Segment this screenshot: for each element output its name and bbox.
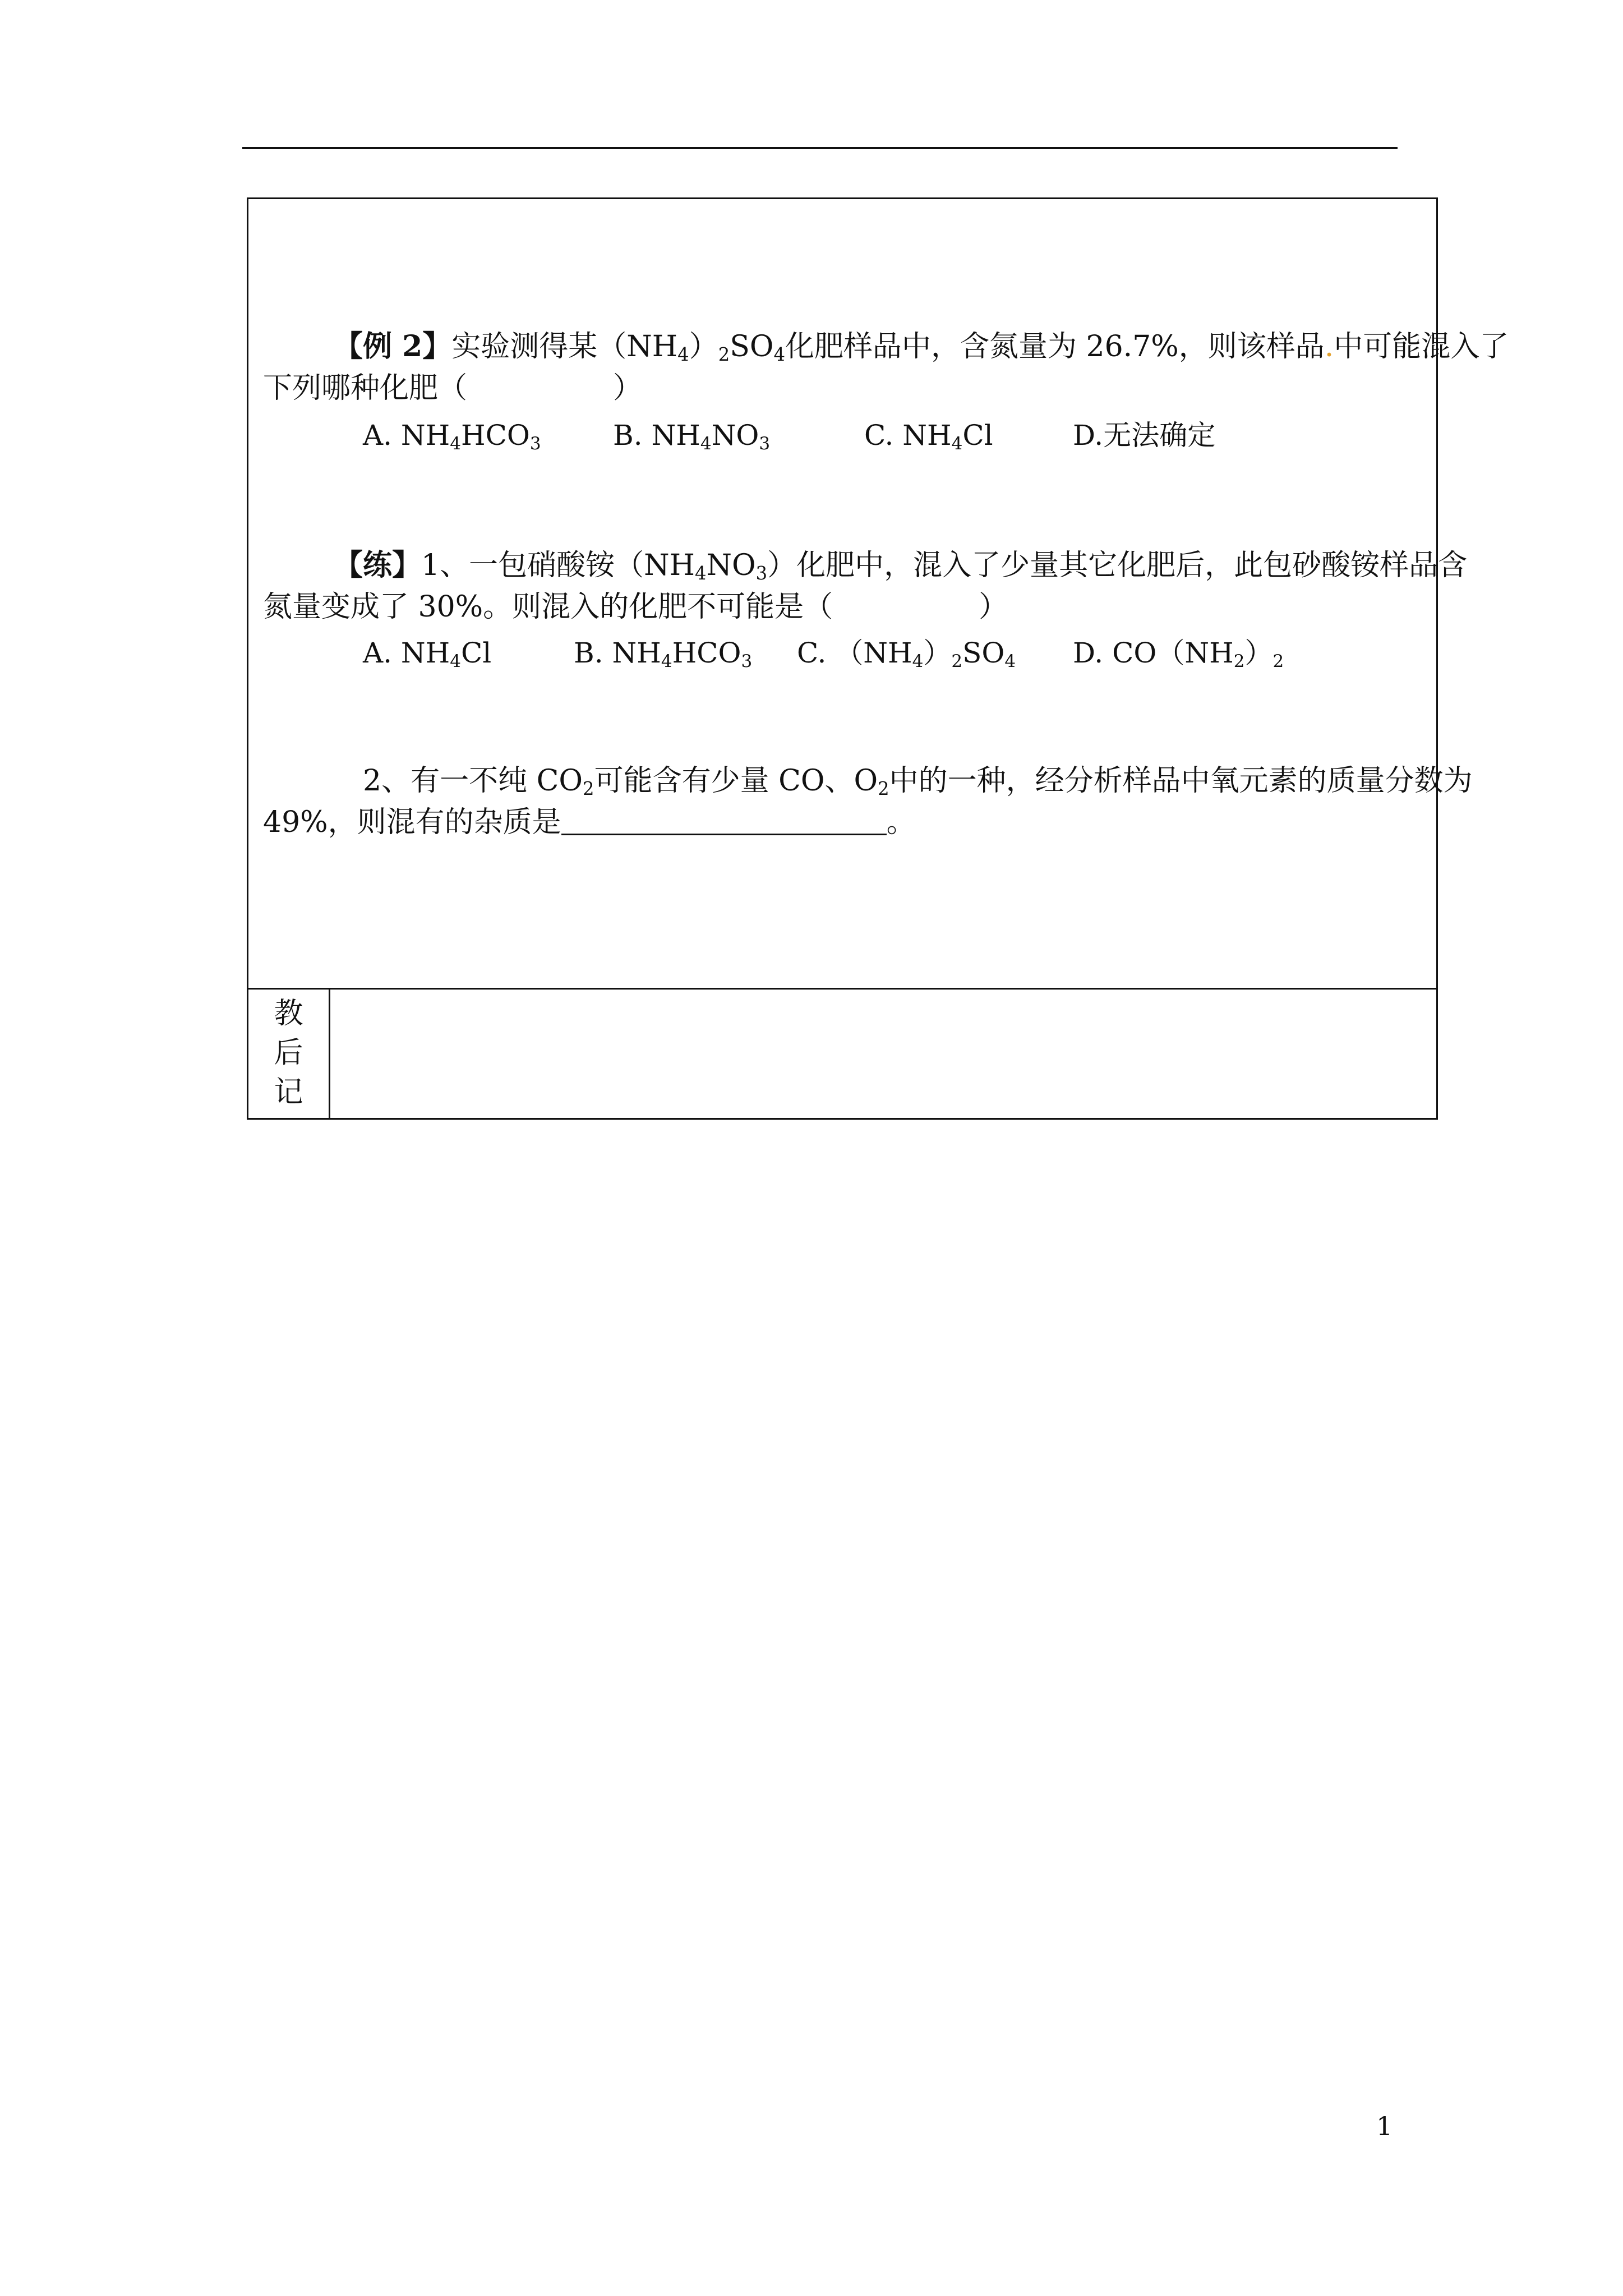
practice1-line1: 【练】1、一包硝酸铵$(NH_4NO_3)$化肥中，混入了少量其它化肥后，此包砂酸铵样品含 (334, 548, 1468, 585)
example2-line2: 下列哪种化肥（ ） (263, 371, 643, 405)
lesson-box (247, 197, 1509, 990)
example2-option-b: B. $NH_4NO_3$ (613, 419, 771, 454)
practice1-option-d: D. $CO(NH_2)_2$ (1073, 637, 1284, 671)
example2-line1: 【例 2】实验测得某$(NH_4)_2SO_4$化肥样品中，含氮量为 26.7%，则该样品.中可能混入了 (334, 329, 1509, 366)
practice2-line2: 49%，则混有的杂质是 。 (263, 806, 916, 839)
practice1-option-a: A. $NH_4Cl$ (363, 637, 492, 671)
practice1-tag: 【练】 (334, 548, 422, 582)
example2-option-a: A. $NH_4HCO_3$ (363, 419, 541, 454)
answer-blank[interactable] (561, 806, 887, 835)
practice1-option-b: B. $NH_4HCO_3$ (574, 637, 753, 671)
example2-tag: 【例 2】 (334, 329, 452, 364)
post-lesson-notes (247, 988, 1438, 1120)
notes-label: 教 后 记 (248, 990, 330, 1118)
example2-option-d: D.无法确定 (1073, 419, 1216, 452)
practice1-line2: 氮量变成了 30%。则混入的化肥不可能是（ ） (263, 590, 1008, 624)
page-number: 1 (1376, 2111, 1393, 2141)
notes-content-area[interactable] (330, 990, 1436, 1118)
practice2-line1: 2、有一不纯 $CO_2$可能含有少量 CO、$O_2$中的一种，经分析样品中氧元素的质量分数为 (363, 764, 1473, 800)
practice1-option-c: C. $(NH_4)_2SO_4$ (797, 637, 1016, 671)
example2-option-c: C. $NH_4Cl$ (864, 419, 993, 454)
header-rule (242, 147, 1398, 149)
